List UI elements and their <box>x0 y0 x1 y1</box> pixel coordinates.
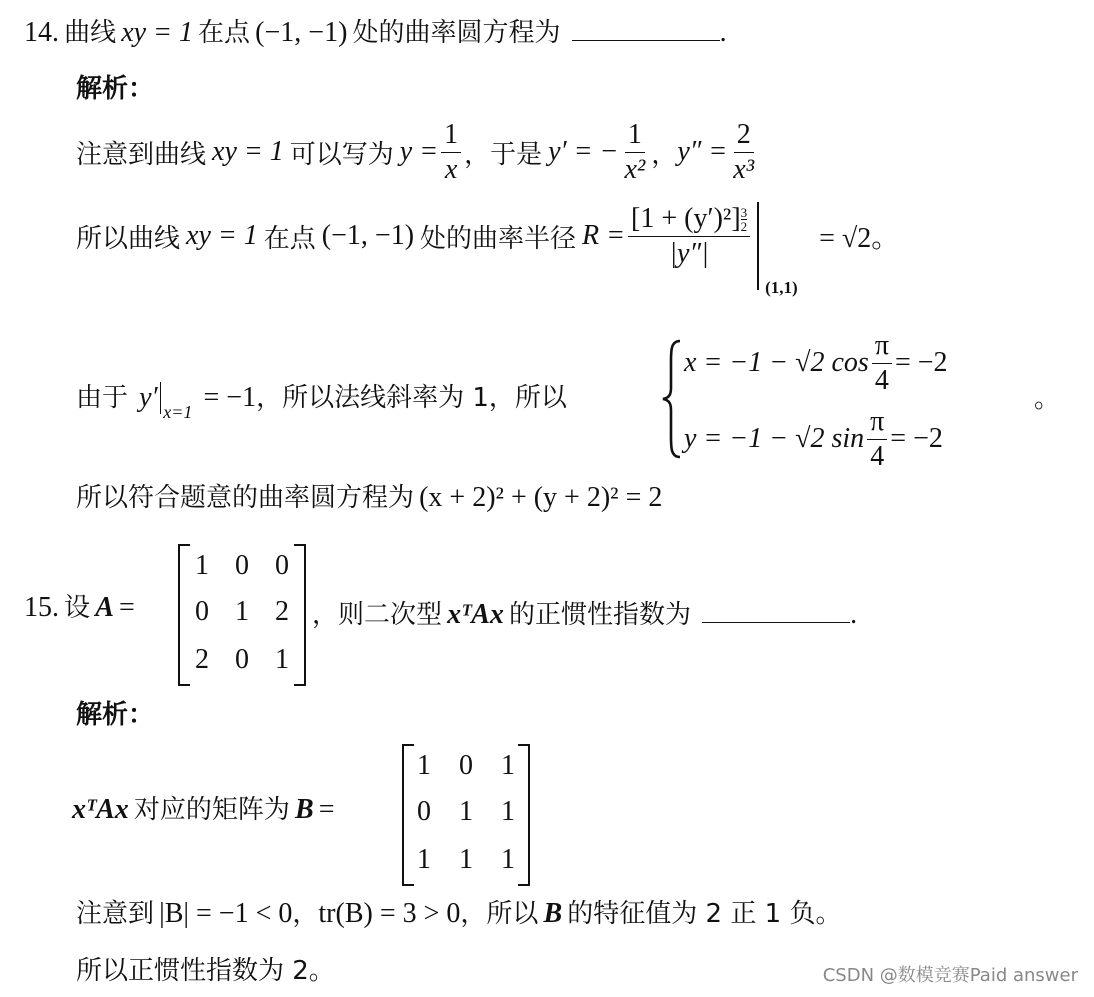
point: (−1, −1) <box>321 220 415 251</box>
equals: = <box>318 794 335 825</box>
matrix-cell: 2 <box>195 644 209 675</box>
matrix-cell: 1 <box>195 550 209 581</box>
equation: y′ <box>139 382 158 413</box>
evaluation-bar <box>757 202 798 297</box>
text: ，则二次型 <box>312 600 443 630</box>
matrix-cell: 1 <box>501 750 515 781</box>
fraction <box>730 120 757 184</box>
problem-14 <box>24 14 727 47</box>
fraction <box>867 407 887 471</box>
text: 的特征值为 2 正 1 负。 <box>567 899 842 929</box>
text: 所以符合题意的曲率圆方程为 <box>76 483 415 513</box>
answer-blank <box>702 596 850 623</box>
problem-15 <box>24 594 135 622</box>
evaluation-bar <box>160 382 162 414</box>
denominator: 4 <box>874 364 889 396</box>
denominator: 4 <box>870 440 885 472</box>
system-line-2 <box>684 408 943 470</box>
text: ，于是 <box>464 139 543 170</box>
text: 所以曲线 <box>76 223 181 254</box>
matrix-name: A <box>95 592 114 623</box>
matrix-name: B <box>543 898 563 929</box>
numerator-text: [1 + (y′)²] <box>631 203 741 235</box>
circle-equation: (x + 2)² + (y + 2)² = 2 <box>419 482 663 513</box>
system-line-1 <box>684 332 948 394</box>
equation: R = <box>582 220 626 251</box>
equation: y = <box>399 136 439 167</box>
text: 在点 <box>263 223 316 254</box>
equation: x = −1 − √2 cos <box>684 347 869 378</box>
separator: ， <box>292 899 319 929</box>
solution-line <box>76 484 662 512</box>
matrix-bracket-right <box>294 544 306 686</box>
text: 的正惯性指数为 <box>509 600 692 630</box>
matrix-cell: 1 <box>275 644 289 675</box>
matrix-cell: 0 <box>417 796 431 827</box>
separator: ， <box>651 139 678 170</box>
denominator: |y″| <box>669 237 709 269</box>
fraction <box>441 120 461 184</box>
text: 设 <box>64 593 91 623</box>
equation: xy = 1 <box>212 136 284 167</box>
solution-line <box>76 900 841 928</box>
text: 可以写为 <box>289 139 394 170</box>
text: ，所以法线斜率为 1，所以 <box>256 383 567 413</box>
exponent-fraction <box>741 206 748 233</box>
text: ，所以 <box>460 899 539 929</box>
result: = √2。 <box>819 223 900 254</box>
matrix-cell: 0 <box>235 550 249 581</box>
denominator: x <box>444 153 458 185</box>
text: 曲线 <box>64 18 117 48</box>
period: . <box>850 599 858 630</box>
numerator: 2 <box>734 120 754 152</box>
radius-fraction <box>628 204 750 268</box>
quadratic-form: xᵀAx <box>447 599 504 630</box>
numerator: π <box>872 331 892 363</box>
matrix-cell: 0 <box>195 596 209 627</box>
matrix-cell: 1 <box>459 844 473 875</box>
equation: y″ = <box>677 136 728 167</box>
matrix-cell: 1 <box>235 596 249 627</box>
matrix-cell: 2 <box>275 596 289 627</box>
answer-blank <box>572 14 720 41</box>
equation: y′ = − <box>548 136 619 167</box>
exponent-num: 3 <box>740 205 748 221</box>
numerator: π <box>867 407 887 439</box>
numerator: 1 <box>441 120 461 152</box>
evaluation-point: (1,1) <box>765 278 798 297</box>
text: 由于 <box>76 383 129 413</box>
solution-line <box>76 117 760 187</box>
text: 处的曲率圆方程为 <box>352 18 561 48</box>
point: (−1, −1) <box>255 17 348 48</box>
text: 对应的矩阵为 <box>133 795 290 825</box>
problem-number: 14. <box>24 17 59 48</box>
text: 注意到曲线 <box>76 139 207 170</box>
numerator: 1 <box>625 120 645 152</box>
fraction <box>621 120 648 184</box>
text: 。 <box>1034 384 1061 414</box>
matrix-cell: 1 <box>501 844 515 875</box>
equation: xy = 1 <box>186 220 258 251</box>
solution-label: 解析： <box>76 700 155 730</box>
denominator: x³ <box>733 153 755 185</box>
text: 注意到 <box>76 899 155 929</box>
trace: tr(B) = 3 > 0 <box>318 898 461 929</box>
quadratic-form: xᵀAx <box>72 794 129 825</box>
matrix-cell: 0 <box>275 550 289 581</box>
denominator: x² <box>624 153 646 185</box>
result: = −2 <box>890 423 943 454</box>
exponent-den: 2 <box>740 219 748 235</box>
determinant: |B| = −1 < 0 <box>159 898 293 929</box>
left-brace <box>660 338 684 460</box>
result: = −2 <box>894 347 948 378</box>
solution-label: 解析： <box>76 74 155 104</box>
equation: y = −1 − √2 sin <box>684 423 865 454</box>
matrix-bracket-right <box>518 744 530 886</box>
solution-line <box>72 796 335 824</box>
solution-line <box>76 382 567 421</box>
text: 处的曲率半径 <box>420 223 577 254</box>
solution-line <box>76 196 900 297</box>
matrix-cell: 1 <box>501 796 515 827</box>
matrix-cell: 1 <box>417 844 431 875</box>
matrix-cell: 0 <box>235 644 249 675</box>
matrix-name: B <box>295 794 314 825</box>
equation: = −1 <box>203 382 257 413</box>
equation: xy = 1 <box>121 17 193 48</box>
matrix-cell: 1 <box>417 750 431 781</box>
matrix-cell: 0 <box>459 750 473 781</box>
problem-15-tail <box>312 596 857 629</box>
problem-number: 15. <box>24 592 59 623</box>
equals: = <box>118 592 135 623</box>
text: 在点 <box>198 18 251 48</box>
fraction <box>872 331 892 395</box>
watermark: CSDN @数模竞赛Paid answer <box>822 965 1078 986</box>
subscript: x=1 <box>163 402 193 422</box>
solution-line: 所以正惯性指数为 2。 <box>76 956 335 986</box>
matrix-cell: 1 <box>459 796 473 827</box>
numerator <box>628 204 750 236</box>
period: . <box>719 17 727 48</box>
